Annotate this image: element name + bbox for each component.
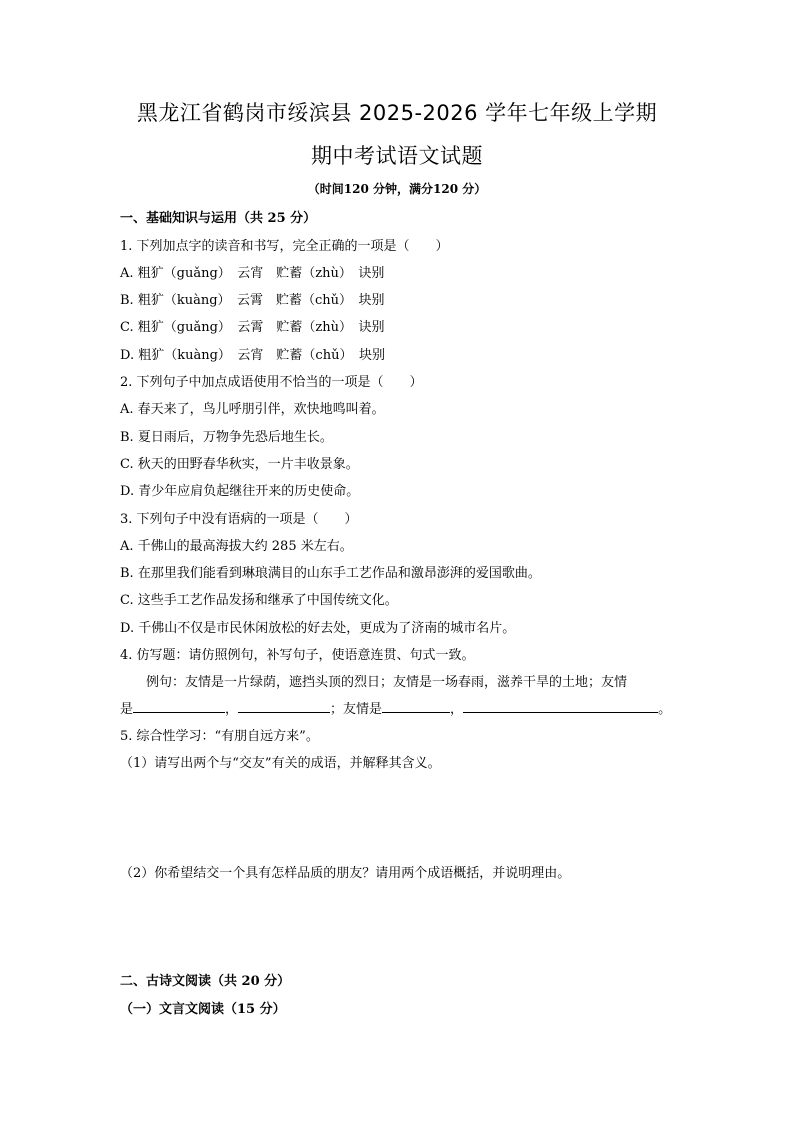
answer-blank-4[interactable] — [463, 700, 658, 713]
question-3-option-c: C. 这些手工艺作品发扬和继承了中国传统文化。 — [120, 593, 398, 608]
question-4-example: 例句：友情是一片绿荫，遮挡头顶的烈日；友情是一场春雨，滋养干旱的土地；友情 — [146, 675, 628, 690]
question-1-option-a: A. 粗犷（guǎng） 云宵 贮蓄（zhù） 诀别 — [120, 266, 385, 281]
exam-time-score: （时间120 分钟，满分120 分） — [307, 182, 487, 196]
question-2-option-d: D. 青少年应肩负起继往开来的历史使命。 — [120, 484, 360, 499]
question-4-stem: 4. 仿写题：请仿照例句，补写句子，使语意连贯、句式一致。 — [120, 648, 475, 663]
fill-text-c: ；友情是 — [330, 702, 383, 717]
question-5-part-1: （1）请写出两个与“交友”有关的成语，并解释其含义。 — [120, 756, 441, 771]
subsection-heading-classical-prose: （一）文言文阅读（15 分） — [120, 1002, 286, 1017]
question-3-option-b: B. 在那里我们能看到琳琅满目的山东手工艺作品和激昂澎湃的爱国歌曲。 — [120, 566, 541, 581]
exam-title: 黑龙江省鹤岗市绥滨县 2025-2026 学年七年级上学期 — [136, 101, 658, 125]
question-1-stem: 1. 下列加点字的读音和书写，完全正确的一项是（ ） — [120, 239, 449, 254]
question-5-part-2: （2）你希望结交一个具有怎样品质的朋友？请用两个成语概括，并说明理由。 — [120, 866, 571, 881]
question-3-option-a: A. 千佛山的最高海拔大约 285 米左右。 — [120, 539, 353, 554]
question-1-option-d: D. 粗犷（kuàng） 云宵 贮蓄（chǔ） 块别 — [120, 348, 385, 363]
question-1-option-c: C. 粗犷（guǎng） 云霄 贮蓄（zhù） 诀别 — [120, 320, 385, 335]
answer-blank-1[interactable] — [133, 700, 225, 713]
question-2-option-a: A. 春天来了，鸟儿呼朋引伴，欢快地鸣叫着。 — [120, 402, 385, 417]
fill-text-a: 是 — [120, 702, 134, 717]
question-4-fill-line — [120, 698, 671, 717]
section-heading-classical-reading: 二、古诗文阅读（共 20 分） — [120, 974, 291, 989]
question-5-stem: 5. 综合性学习：“有朋自远方来”。 — [120, 729, 319, 744]
fill-text-end: 。 — [658, 702, 672, 717]
question-3-stem: 3. 下列句子中没有语病的一项是（ ） — [120, 512, 358, 527]
question-1-option-b: B. 粗犷（kuàng） 云霄 贮蓄（chǔ） 块别 — [120, 293, 385, 308]
exam-title-subject: 期中考试语文试题 — [311, 144, 483, 168]
answer-blank-3[interactable] — [382, 700, 450, 713]
section-heading-basics: 一、基础知识与运用（共 25 分） — [120, 211, 317, 226]
question-2-option-c: C. 秋天的田野春华秋实，一片丰收景象。 — [120, 457, 359, 472]
answer-blank-2[interactable] — [238, 700, 330, 713]
question-2-stem: 2. 下列句子中加点成语使用不恰当的一项是（ ） — [120, 375, 423, 390]
question-3-option-d: D. 千佛山不仅是市民休闲放松的好去处，更成为了济南的城市名片。 — [120, 621, 516, 636]
question-2-option-b: B. 夏日雨后，万物争先恐后地生长。 — [120, 430, 333, 445]
fill-text-b: ， — [225, 702, 239, 717]
fill-text-d: ， — [450, 702, 464, 717]
